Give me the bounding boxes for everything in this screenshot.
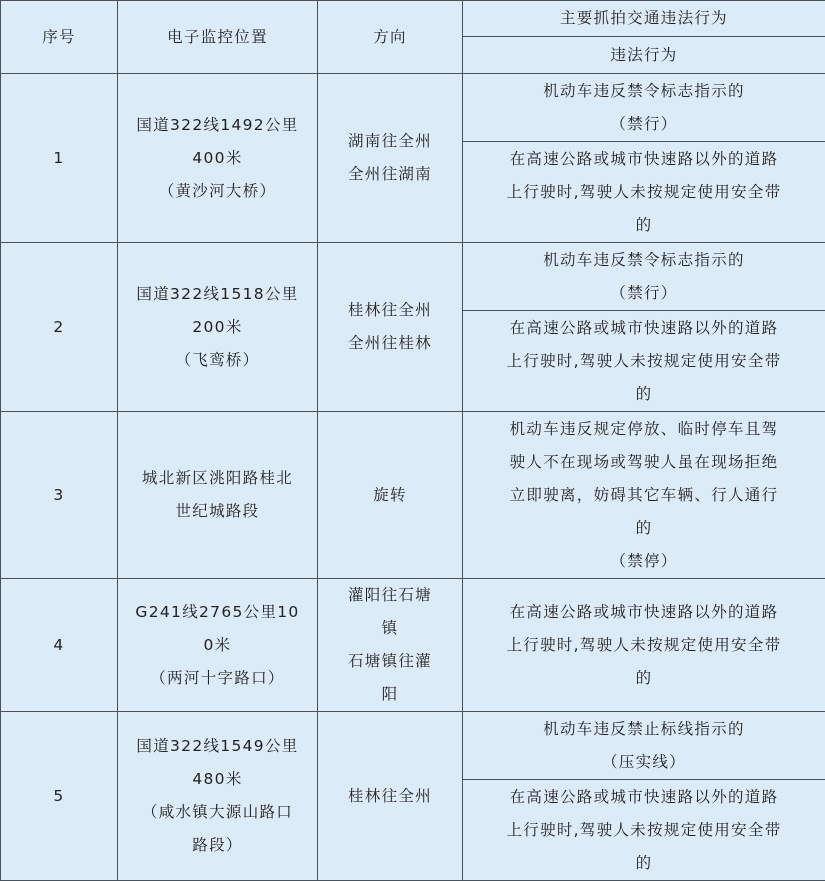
violation-line: 上行驶时,驾驶人未按规定使用安全带 bbox=[471, 629, 817, 662]
direction-line: 灌阳往石塘 bbox=[326, 579, 454, 612]
monitor-location-line: 路段） bbox=[126, 829, 309, 862]
monitor-location-line: 200米 bbox=[126, 311, 309, 344]
violation-line: 立即驶离，妨碍其它车辆、行人通行 bbox=[471, 479, 817, 512]
violation-cell bbox=[463, 412, 825, 579]
monitor-location-line: 世纪城路段 bbox=[126, 495, 309, 528]
violation-line: 在高速公路或城市快速路以外的道路 bbox=[471, 143, 817, 176]
row-number bbox=[1, 412, 118, 579]
direction-line: 全州往桂林 bbox=[326, 327, 454, 360]
header-row bbox=[1, 1, 825, 37]
table-row bbox=[1, 243, 825, 311]
row-number bbox=[1, 74, 118, 243]
monitor-location-line: （黄沙河大桥） bbox=[126, 175, 309, 208]
monitor-location-line: 480米 bbox=[126, 763, 309, 796]
violation-line: 的 bbox=[471, 847, 817, 880]
violation-cell bbox=[463, 142, 825, 243]
direction bbox=[318, 712, 463, 881]
direction-line: 湖南往全州 bbox=[326, 125, 454, 158]
violation-line: （禁行） bbox=[471, 108, 817, 141]
violation-cell bbox=[463, 712, 825, 780]
direction-line: 镇 bbox=[326, 612, 454, 645]
table-row bbox=[1, 74, 825, 142]
violation-line: 机动车违反规定停放、临时停车且驾 bbox=[471, 413, 817, 446]
violation-cell bbox=[463, 780, 825, 881]
row-number bbox=[1, 712, 118, 881]
monitor-location-line: 400米 bbox=[126, 142, 309, 175]
monitor-location-line: （两河十字路口） bbox=[126, 662, 309, 695]
table-row bbox=[1, 712, 825, 780]
violation-line: （压实线） bbox=[471, 746, 817, 779]
direction bbox=[318, 243, 463, 412]
direction-line: 阳 bbox=[326, 678, 454, 711]
violation-line: 驶人不在现场或驾驶人虽在现场拒绝 bbox=[471, 446, 817, 479]
direction-line: 桂林往全州 bbox=[326, 780, 454, 813]
monitor-location bbox=[118, 243, 318, 412]
monitor-location-line: 国道322线1492公里 bbox=[126, 109, 309, 142]
monitor-location-line: （咸水镇大源山路口 bbox=[126, 796, 309, 829]
monitor-location bbox=[118, 579, 318, 712]
violation-cell bbox=[463, 311, 825, 412]
violation-line: （禁行） bbox=[471, 277, 817, 310]
violation-line: （禁停） bbox=[471, 545, 817, 578]
header-location: 电子监控位置 bbox=[118, 1, 318, 74]
direction bbox=[318, 412, 463, 579]
header-direction: 方向 bbox=[318, 1, 463, 74]
direction-line: 旋转 bbox=[326, 479, 454, 512]
violation-line: 上行驶时,驾驶人未按规定使用安全带 bbox=[471, 345, 817, 378]
violation-line: 的 bbox=[471, 209, 817, 242]
violation-line: 上行驶时,驾驶人未按规定使用安全带 bbox=[471, 814, 817, 847]
row-number-line: 3 bbox=[9, 479, 109, 512]
direction bbox=[318, 579, 463, 712]
direction-line: 石塘镇往灌 bbox=[326, 645, 454, 678]
direction-line: 桂林往全州 bbox=[326, 294, 454, 327]
violation-cell bbox=[463, 74, 825, 142]
violation-line: 在高速公路或城市快速路以外的道路 bbox=[471, 596, 817, 629]
table-row bbox=[1, 579, 825, 712]
violation-line: 在高速公路或城市快速路以外的道路 bbox=[471, 312, 817, 345]
violation-line: 机动车违反禁止标线指示的 bbox=[471, 713, 817, 746]
row-number-line: 2 bbox=[9, 311, 109, 344]
row-number bbox=[1, 579, 118, 712]
violation-cell bbox=[463, 243, 825, 311]
violation-line: 机动车违反禁令标志指示的 bbox=[471, 244, 817, 277]
monitor-location bbox=[118, 712, 318, 881]
monitor-location-line: （飞鸾桥） bbox=[126, 344, 309, 377]
header-violation: 违法行为 bbox=[463, 37, 825, 74]
violation-line: 上行驶时,驾驶人未按规定使用安全带 bbox=[471, 176, 817, 209]
row-number-line: 1 bbox=[9, 142, 109, 175]
direction-line: 全州往湖南 bbox=[326, 158, 454, 191]
monitor-location-line: 0米 bbox=[126, 629, 309, 662]
violation-line: 的 bbox=[471, 378, 817, 411]
monitor-location-line: 国道322线1518公里 bbox=[126, 278, 309, 311]
violation-line: 在高速公路或城市快速路以外的道路 bbox=[471, 781, 817, 814]
direction bbox=[318, 74, 463, 243]
monitor-location-line: 国道322线1549公里 bbox=[126, 730, 309, 763]
violation-cell bbox=[463, 579, 825, 712]
violation-line: 的 bbox=[471, 512, 817, 545]
row-number-line: 4 bbox=[9, 629, 109, 662]
violation-line: 的 bbox=[471, 662, 817, 695]
monitor-location-line: G241线2765公里10 bbox=[126, 596, 309, 629]
table-row bbox=[1, 412, 825, 579]
row-number-line: 5 bbox=[9, 780, 109, 813]
monitor-location bbox=[118, 412, 318, 579]
header-no: 序号 bbox=[1, 1, 118, 74]
violation-line: 机动车违反禁令标志指示的 bbox=[471, 75, 817, 108]
header-violation-group: 主要抓拍交通违法行为 bbox=[463, 1, 825, 37]
monitor-location bbox=[118, 74, 318, 243]
monitor-location-line: 城北新区洮阳路桂北 bbox=[126, 462, 309, 495]
row-number bbox=[1, 243, 118, 412]
